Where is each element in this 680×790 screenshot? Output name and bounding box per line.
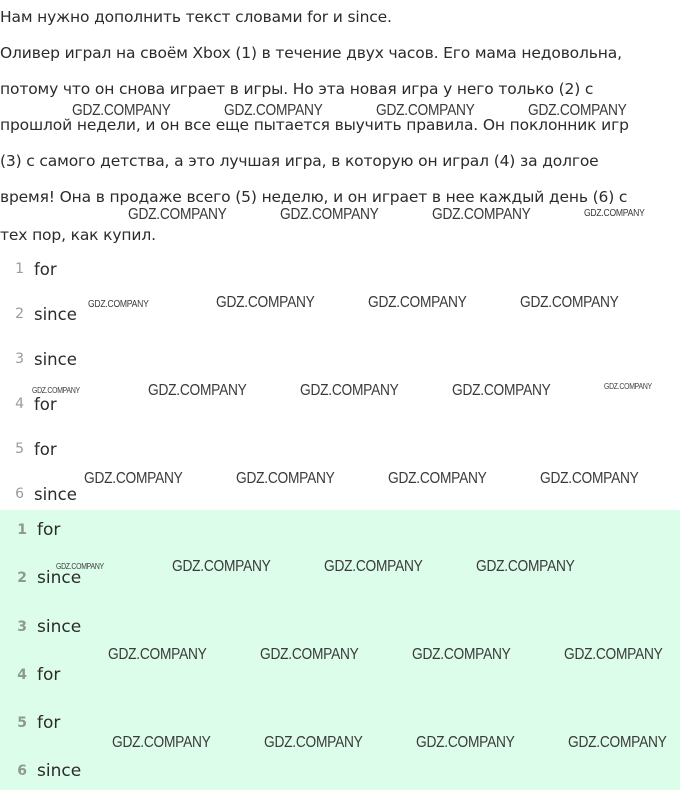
watermark: GDZ.COMPANY bbox=[368, 294, 467, 311]
answer-word: for bbox=[37, 665, 61, 685]
answer-item bbox=[3, 712, 60, 734]
answer-number: 2 bbox=[15, 306, 24, 322]
watermark: GDZ.COMPANY bbox=[84, 470, 183, 487]
answer-word: for bbox=[37, 520, 61, 540]
watermark: GDZ.COMPANY bbox=[32, 386, 80, 395]
answer-number: 6 bbox=[15, 486, 24, 502]
watermark: GDZ.COMPANY bbox=[216, 294, 315, 311]
answer-number: 4 bbox=[15, 396, 24, 412]
watermark: GDZ.COMPANY bbox=[432, 206, 531, 223]
watermark: GDZ.COMPANY bbox=[128, 206, 227, 223]
answer-number: 1 bbox=[17, 522, 27, 538]
watermark: GDZ.COMPANY bbox=[280, 206, 379, 223]
answer-number: 2 bbox=[17, 570, 27, 586]
answer-item bbox=[0, 303, 77, 325]
answer-item bbox=[0, 438, 57, 460]
watermark: GDZ.COMPANY bbox=[108, 646, 207, 663]
answer-word: for bbox=[34, 439, 57, 459]
task-text-line: (3) с самого детства, а это лучшая игра, в которую он играл (4) за долгое bbox=[0, 152, 599, 170]
watermark: GDZ.COMPANY bbox=[412, 646, 511, 663]
watermark: GDZ.COMPANY bbox=[476, 558, 575, 575]
answer-number: 6 bbox=[17, 763, 27, 779]
task-text-line: тех пор, как купил. bbox=[0, 226, 156, 244]
answer-word: since bbox=[34, 349, 77, 369]
watermark: GDZ.COMPANY bbox=[112, 734, 211, 751]
watermark: GDZ.COMPANY bbox=[300, 382, 399, 399]
watermark: GDZ.COMPANY bbox=[324, 558, 423, 575]
answer-number: 5 bbox=[15, 441, 24, 457]
answer-number: 1 bbox=[15, 261, 24, 277]
answer-number: 5 bbox=[17, 715, 27, 731]
watermark: GDZ.COMPANY bbox=[416, 734, 515, 751]
watermark: GDZ.COMPANY bbox=[564, 646, 663, 663]
watermark: GDZ.COMPANY bbox=[56, 562, 104, 571]
watermark: GDZ.COMPANY bbox=[452, 382, 551, 399]
answer-item bbox=[0, 483, 77, 505]
answer-word: for bbox=[34, 259, 57, 279]
watermark: GDZ.COMPANY bbox=[172, 558, 271, 575]
answer-word: for bbox=[37, 713, 61, 733]
watermark: GDZ.COMPANY bbox=[376, 102, 475, 119]
watermark: GDZ.COMPANY bbox=[604, 382, 652, 391]
answer-number: 3 bbox=[17, 619, 27, 635]
answer-word: since bbox=[34, 484, 77, 504]
task-instruction: Нам нужно дополнить текст словами for и since. bbox=[0, 8, 392, 26]
watermark: GDZ.COMPANY bbox=[388, 470, 487, 487]
watermark: GDZ.COMPANY bbox=[236, 470, 335, 487]
answer-item bbox=[0, 258, 57, 280]
answer-item bbox=[3, 616, 81, 638]
task-text-line: прошлой недели, и он все еще пытается выучить правила. Он поклонник игр bbox=[0, 116, 629, 134]
watermark: GDZ.COMPANY bbox=[72, 102, 171, 119]
answer-item bbox=[3, 664, 60, 686]
answer-word: since bbox=[37, 761, 82, 781]
task-text-line: потому что он снова играет в игры. Но эта новая игра у него только (2) с bbox=[0, 80, 594, 98]
task-text-line: время! Она в продаже всего (5) неделю, и он играет в нее каждый день (6) с bbox=[0, 188, 628, 206]
watermark: GDZ.COMPANY bbox=[224, 102, 323, 119]
task-text-line: Оливер играл на своём Xbox (1) в течение двух часов. Его мама недовольна, bbox=[0, 44, 622, 62]
watermark: GDZ.COMPANY bbox=[528, 102, 627, 119]
watermark: GDZ.COMPANY bbox=[88, 299, 149, 310]
answer-item bbox=[3, 519, 60, 541]
answer-item bbox=[0, 393, 57, 415]
watermark: GDZ.COMPANY bbox=[584, 208, 645, 219]
watermark: GDZ.COMPANY bbox=[260, 646, 359, 663]
watermark: GDZ.COMPANY bbox=[264, 734, 363, 751]
watermark: GDZ.COMPANY bbox=[568, 734, 667, 751]
watermark: GDZ.COMPANY bbox=[148, 382, 247, 399]
answer-word: since bbox=[37, 617, 82, 637]
answer-number: 3 bbox=[15, 351, 24, 367]
answer-word: since bbox=[34, 304, 77, 324]
answer-word: for bbox=[34, 394, 57, 414]
watermark: GDZ.COMPANY bbox=[540, 470, 639, 487]
answer-number: 4 bbox=[17, 667, 27, 683]
watermark: GDZ.COMPANY bbox=[520, 294, 619, 311]
answer-item bbox=[0, 348, 77, 370]
answer-word: since bbox=[37, 568, 82, 588]
answer-item bbox=[3, 760, 81, 782]
